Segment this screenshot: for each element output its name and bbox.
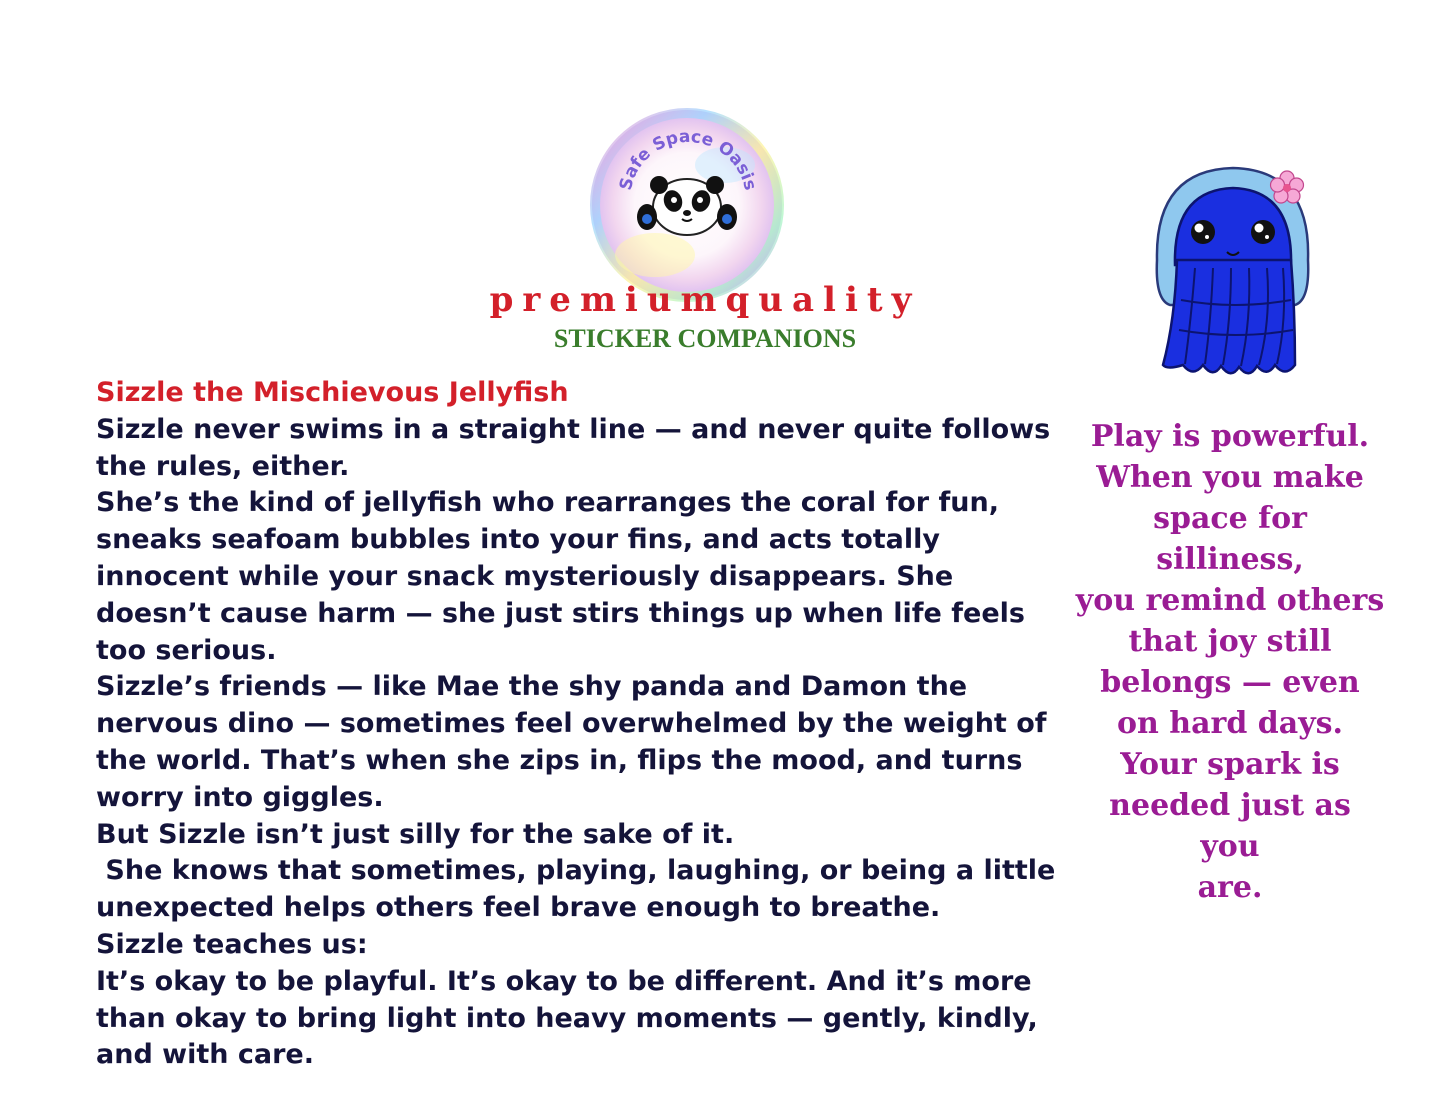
story-title: Sizzle the Mischievous Jellyfish (96, 377, 569, 408)
quote-line: that joy still (1128, 624, 1332, 659)
quote-line: Play is powerful. (1090, 419, 1370, 454)
panda-bubble-logo-icon (585, 105, 790, 305)
story-paragraph: It’s okay to be playful. It’s okay to be different. And it’s more than okay to bring light into heavy moments — gently, kindly, and with care. (96, 965, 1048, 1071)
flower-icon (1271, 171, 1304, 203)
jellyfish-icon (1145, 160, 1320, 385)
quote-line: belongs — even (1100, 665, 1360, 700)
sticker-companions-heading: STICKER COMPANIONS (553, 324, 857, 353)
jellyfish-illustration (1145, 160, 1320, 385)
story-paragraph: But Sizzle isn’t just silly for the sake of it. (96, 818, 735, 850)
quote-line: When you make (1096, 460, 1364, 495)
quote-line: Your spark is (1120, 747, 1340, 782)
svg-text:Safe Space Oasis: Safe Space Oasis (615, 126, 761, 193)
story-paragraph: Sizzle’s friends — like Mae the shy panda and Damon the nervous dino — sometimes feel overwhelmed by the weight of the world. That’s when she zips in, flips the mood, and turns worry into giggles. (96, 671, 1056, 813)
quote-line: needed just as you (1109, 788, 1351, 864)
story-paragraph: She knows that sometimes, playing, laughing, or being a little unexpected helps others feel brave enough to breathe. (96, 855, 1065, 924)
quote-line: space for silliness, (1153, 501, 1307, 577)
story-paragraph: She’s the kind of jellyfish who rearranges the coral for fun, sneaks seafoam bubbles into your fins, and acts totally innocent while your snack mysteriously disappears. She doesn’t cause harm — she just stirs things up when life feels too serious. (96, 487, 1035, 666)
story-paragraph: Sizzle never swims in a straight line — and never quite follows the rules, either. (96, 413, 1060, 482)
quote-line: you remind others (1075, 583, 1385, 618)
premium-quality-heading: premiumquality (489, 280, 921, 320)
quote-block (1075, 416, 1385, 908)
quote-line: on hard days. (1117, 706, 1343, 741)
logo (585, 105, 790, 305)
quote-line: are. (1197, 870, 1263, 905)
story-paragraph: Sizzle teaches us: (96, 928, 368, 960)
story-text (96, 375, 1065, 1074)
